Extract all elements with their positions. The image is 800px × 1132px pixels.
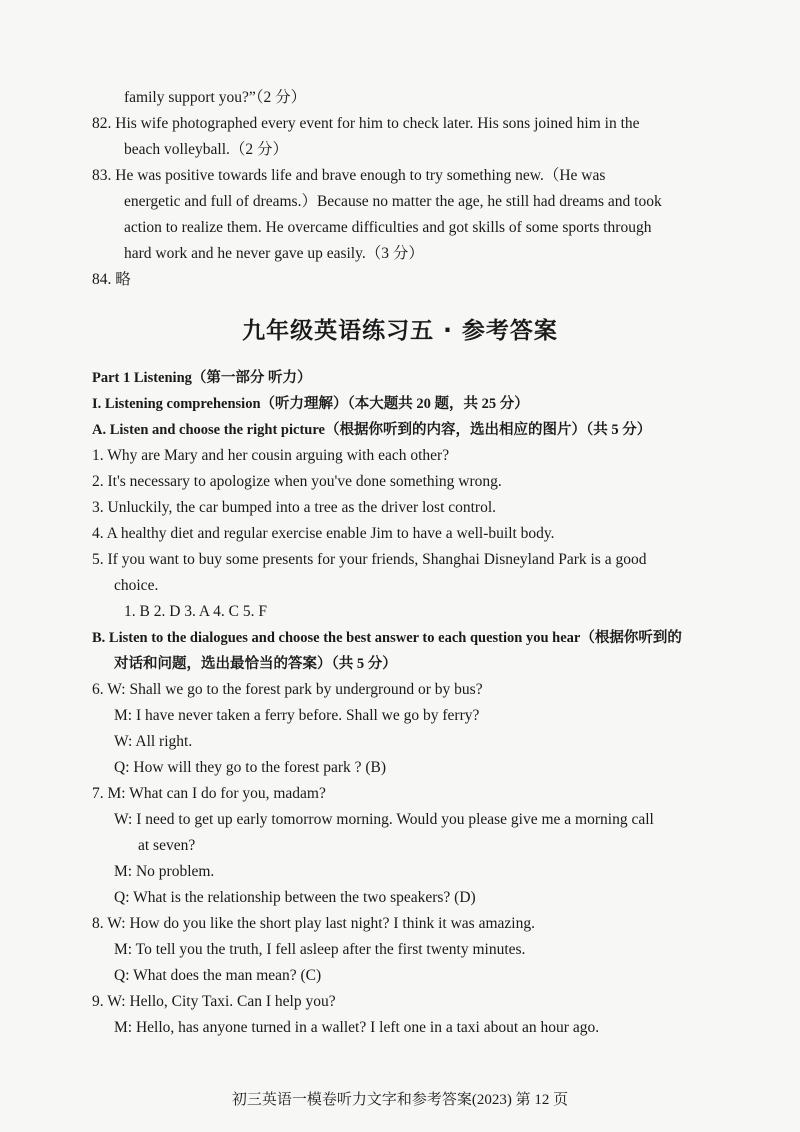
dialogue-line: 7. M: What can I do for you, madam? bbox=[92, 785, 326, 802]
answer-82-cont: beach volleyball.（2 分） bbox=[124, 141, 288, 158]
section-heading-B-cont: 对话和问题，选出最恰当的答案）（共 5 分） bbox=[114, 656, 397, 672]
answer-83-cont-3: hard work and he never gave up easily.（3 分） bbox=[124, 245, 424, 262]
page-title: 九年级英语练习五 · 参考答案 bbox=[242, 318, 558, 344]
dialogue-line-cont: at seven? bbox=[138, 837, 196, 854]
list-item: 3. Unluckily, the car bumped into a tree as the driver lost control. bbox=[92, 499, 497, 516]
dialogue-line: 6. W: Shall we go to the forest park by underground or by bus? bbox=[92, 681, 483, 698]
dialogue-line: M: I have never taken a ferry before. Shall we go by ferry? bbox=[114, 707, 480, 724]
dialogue-question: Q: What does the man mean? (C) bbox=[114, 967, 322, 984]
list-item: 2. It's necessary to apologize when you've done something wrong. bbox=[92, 473, 502, 490]
dialogue-line: 9. W: Hello, City Taxi. Can I help you? bbox=[92, 993, 336, 1010]
list-item: 4. A healthy diet and regular exercise enable Jim to have a well-built body. bbox=[92, 525, 555, 542]
section-heading-B: B. Listen to the dialogues and choose the best answer to each question you hear（根据你听到的 bbox=[92, 630, 682, 646]
dialogue-line: M: To tell you the truth, I fell asleep after the first twenty minutes. bbox=[114, 941, 526, 958]
dialogue-question: Q: What is the relationship between the two speakers? (D) bbox=[114, 889, 476, 906]
list-item: 1. Why are Mary and her cousin arguing with each other? bbox=[92, 447, 450, 464]
page-footer: 初三英语一模卷听力文字和参考答案(2023) 第 12 页 bbox=[231, 1092, 569, 1108]
dialogue-question: Q: How will they go to the forest park ? (B) bbox=[114, 759, 387, 776]
section-heading-I: I. Listening comprehension（听力理解）（本大题共 20 题，共 25 分） bbox=[92, 396, 529, 412]
dialogue-line: M: No problem. bbox=[114, 863, 215, 880]
answer-key-A: 1. B 2. D 3. A 4. C 5. F bbox=[124, 603, 267, 620]
answer-84: 84. 略 bbox=[92, 271, 131, 288]
answer-82: 82. His wife photographed every event for him to check later. His sons joined him in the bbox=[92, 115, 640, 132]
list-item: 5. If you want to buy some presents for your friends, Shanghai Disneyland Park is a good bbox=[92, 551, 647, 568]
dialogue-line: W: All right. bbox=[114, 733, 193, 750]
prev-answer-line: family support you?”（2 分） bbox=[124, 89, 307, 106]
dialogue-line: 8. W: How do you like the short play last night? I think it was amazing. bbox=[92, 915, 535, 932]
section-heading-A: A. Listen and choose the right picture（根据你听到的内容，选出相应的图片）（共 5 分） bbox=[92, 422, 652, 438]
list-item-cont: choice. bbox=[114, 577, 159, 594]
answer-83-cont-2: action to realize them. He overcame difficulties and got skills of some sports through bbox=[124, 219, 652, 236]
dialogue-line: W: I need to get up early tomorrow morning. Would you please give me a morning call bbox=[114, 811, 654, 828]
part-heading: Part 1 Listening（第一部分 听力） bbox=[92, 370, 312, 386]
answer-83-cont-1: energetic and full of dreams.）Because no matter the age, he still had dreams and took bbox=[124, 193, 662, 210]
answer-83: 83. He was positive towards life and brave enough to try something new.（He was bbox=[92, 167, 606, 184]
dialogue-line: M: Hello, has anyone turned in a wallet? I left one in a taxi about an hour ago. bbox=[114, 1019, 600, 1036]
